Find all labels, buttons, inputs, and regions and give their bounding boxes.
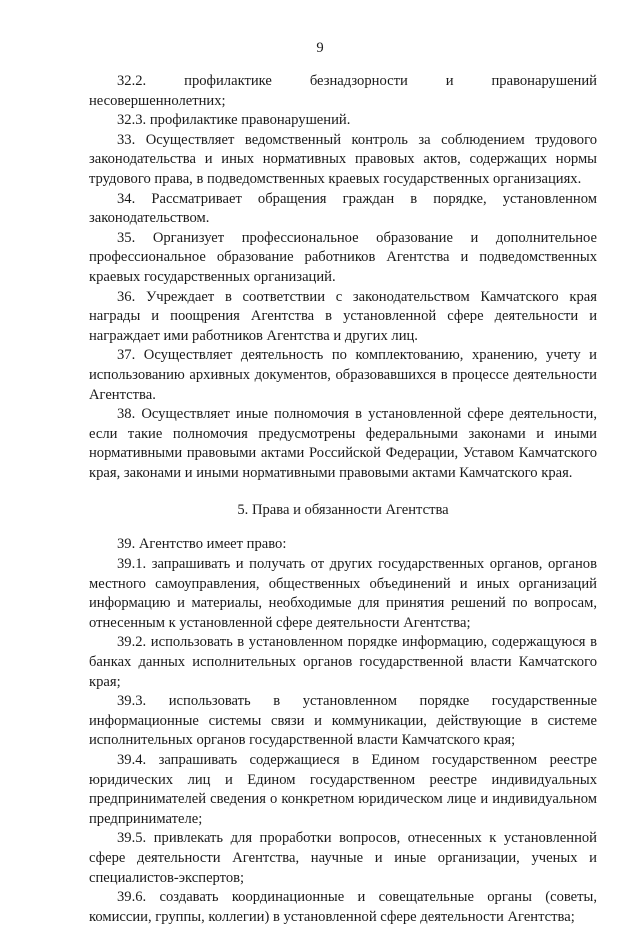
paragraph-34: 34. Рассматривает обращения граждан в порядке, установленном законодательством. <box>89 190 597 227</box>
paragraph-38: 38. Осуществляет иные полномочия в установленной сфере деятельности, если такие полномочия предусмотрены федеральными законами и иными нормативными правовыми актами Российской Федерации, Уставом Камчатского края, законами и иными нормативными правовыми актами Камчатского края. <box>89 406 597 481</box>
paragraph-39-2: 39.2. использовать в установленном порядке информацию, содержащуюся в банках данных исполнительных органов государственной власти Камчатского края; <box>89 634 597 690</box>
paragraph-39-1: 39.1. запрашивать и получать от других государственных органов, органов местного самоуправления, общественных объединений и иных организаций информацию и материалы, необходимые для принятия решений по вопросам, отнесенным к установленной сфере деятельности Агентства; <box>89 556 597 631</box>
paragraph-35: 35. Организует профессиональное образование и дополнительное профессиональное образование работников Агентства и подведомственных краевых государственных организаций. <box>89 229 597 285</box>
paragraph-37: 37. Осуществляет деятельность по комплектованию, хранению, учету и использованию архивных документов, образовавшихся в процессе деятельности Агентства. <box>89 347 597 403</box>
paragraph-39-4: 39.4. запрашивать содержащиеся в Едином государственном реестре юридических лиц и Едином государственном реестре индивидуальных предпринимателей сведения о конкретном юридическом лице и индивидуальном предпринимателе; <box>89 752 597 827</box>
paragraph-33: 33. Осуществляет ведомственный контроль за соблюдением трудового законодательства и иных нормативных правовых актов, содержащих нормы трудового права, в подведомственных краевых государственных организациях. <box>89 131 597 187</box>
paragraph-39-3: 39.3. использовать в установленном порядке государственные информационные системы связи и коммуникации, действующие в системе исполнительных органов государственной власти Камчатского края; <box>89 693 597 749</box>
paragraph-39-6: 39.6. создавать координационные и совещательные органы (советы, комиссии, группы, коллегии) в установленной сфере деятельности Агентства; <box>89 889 597 925</box>
paragraph-39: 39. Агентство имеет право: <box>117 536 287 553</box>
paragraph-39-5: 39.5. привлекать для проработки вопросов, отнесенных к установленной сфере деятельности Агентства, научные и иные организации, ученых и специалистов-экспертов; <box>89 830 597 886</box>
paragraph-32-3: 32.3. профилактике правонарушений. <box>117 112 351 129</box>
page-number: 9 <box>316 40 324 56</box>
document-body <box>89 72 597 927</box>
paragraph-32-2: 32.2. профилактике безнадзорности и правонарушений несовершеннолетних; <box>89 73 597 109</box>
paragraph-36: 36. Учреждает в соответствии с законодательством Камчатского края награды и поощрения Агентства в установленной сфере деятельности и награждает ими работников Агентства и других лиц. <box>89 288 597 344</box>
section-heading: 5. Права и обязанности Агентства <box>237 502 449 519</box>
